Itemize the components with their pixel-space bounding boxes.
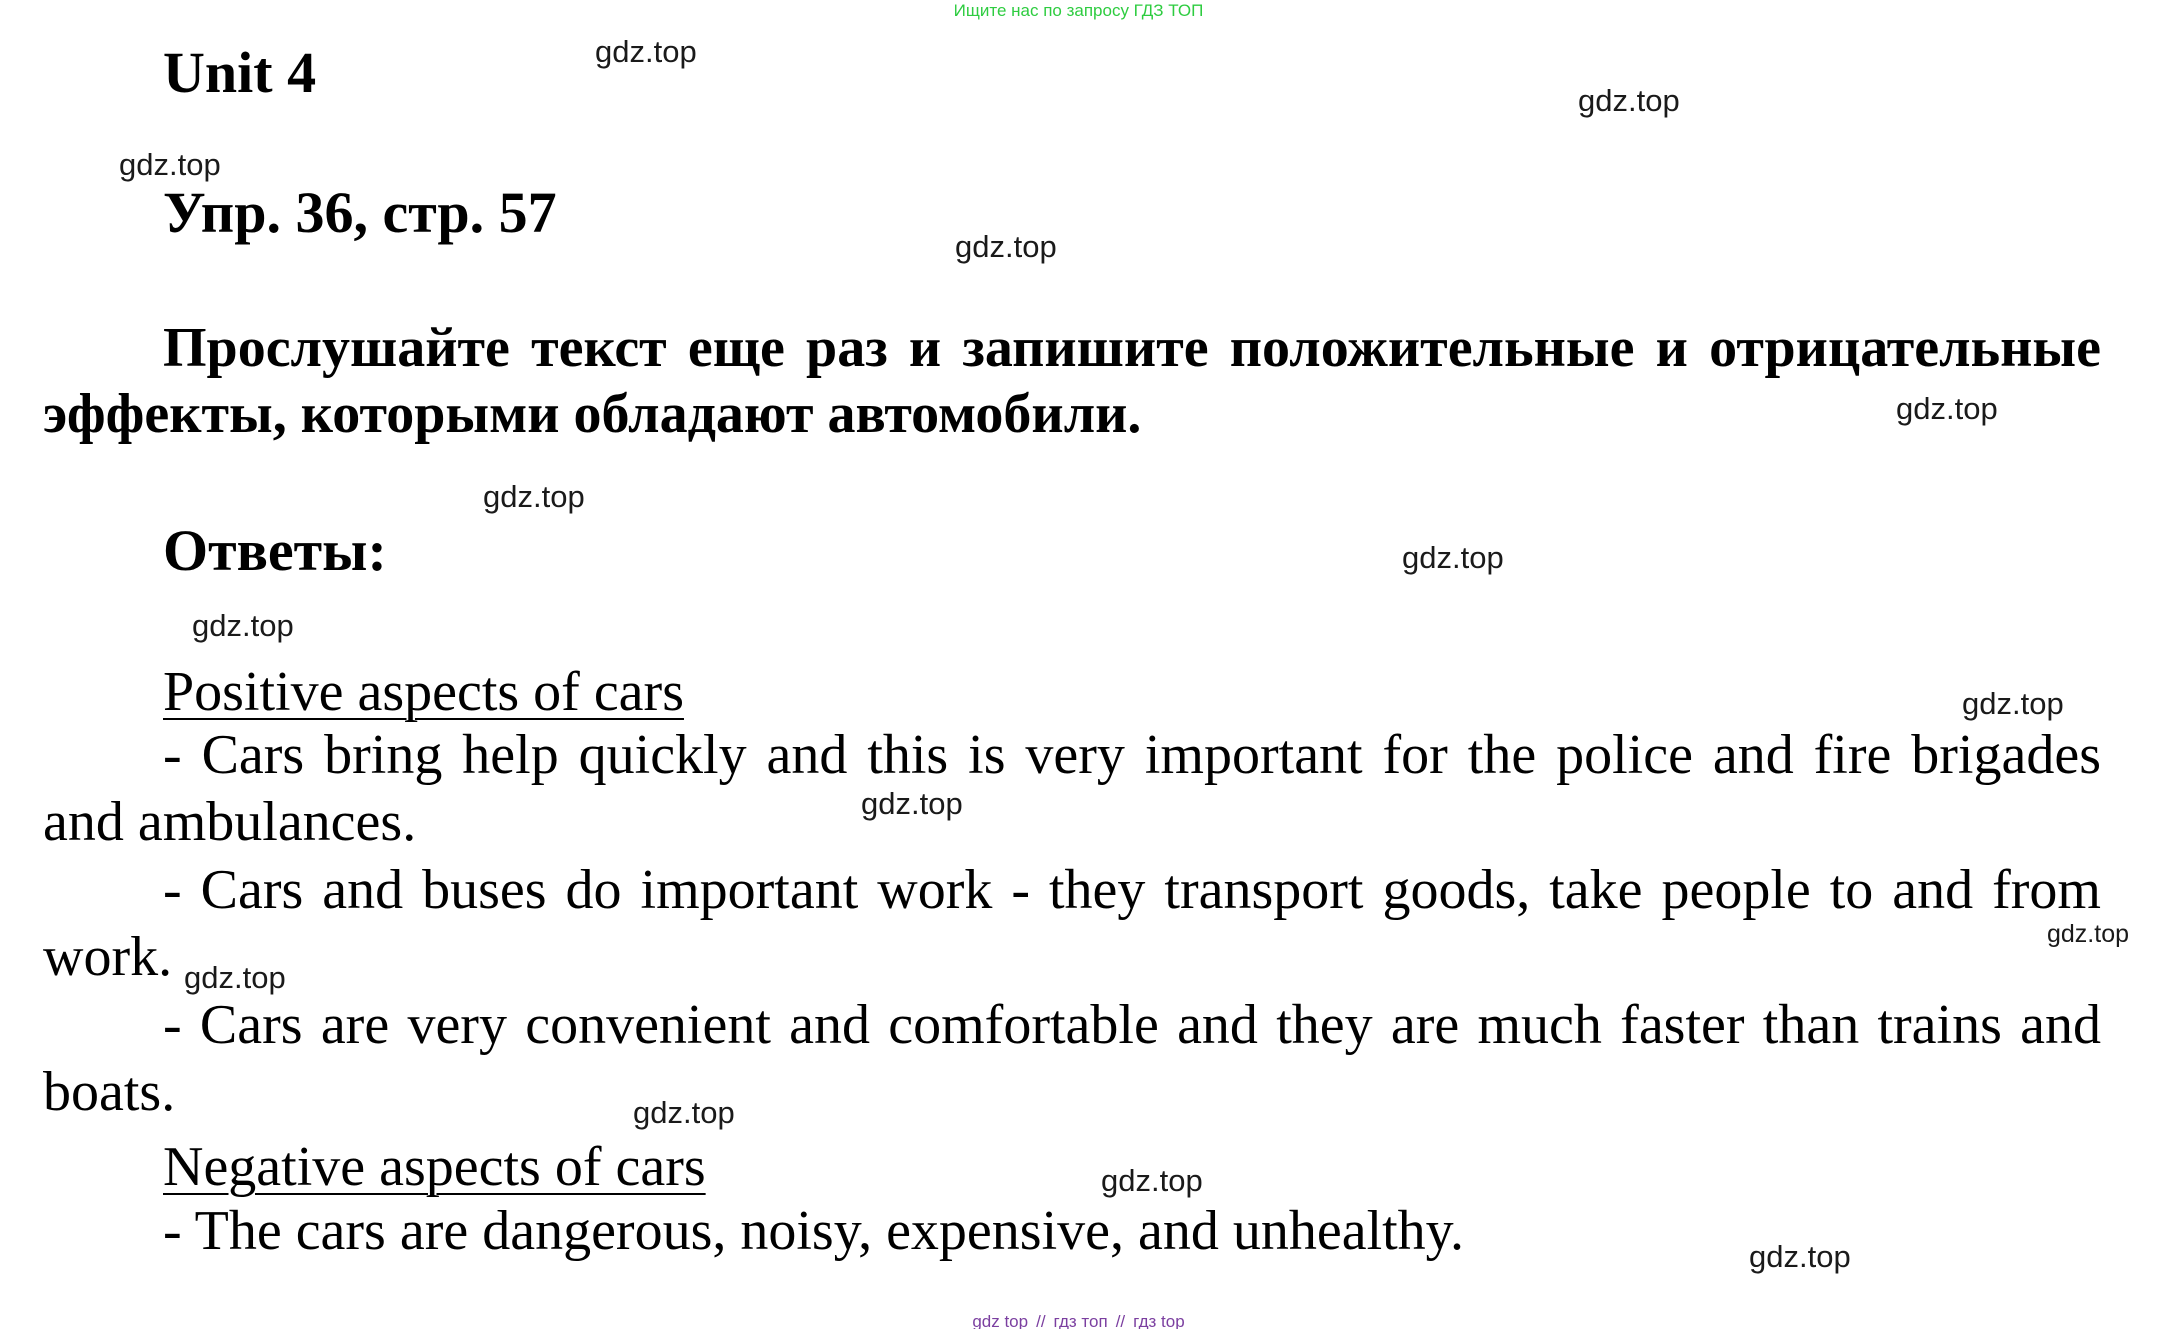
top-banner: Ищите нас по запросу ГДЗ ТОП	[953, 1, 1204, 20]
watermark: gdz.top	[1101, 1163, 1203, 1198]
watermark: gdz.top	[955, 229, 1057, 264]
watermark: gdz.top	[2047, 920, 2130, 948]
watermark: gdz.top	[633, 1095, 735, 1130]
watermark: gdz.top	[192, 608, 294, 643]
watermark: gdz.top	[483, 479, 585, 514]
watermark: gdz.top	[861, 786, 963, 821]
positive-item-3: - Cars are very convenient and comfortable and they are much faster than trains and boats.	[43, 994, 2101, 1123]
watermark: gdz.top	[1962, 686, 2064, 721]
bottom-banner-part-2: гдз топ	[1053, 1312, 1108, 1329]
watermark: gdz.top	[1896, 391, 1998, 426]
answers-label: Ответы:	[163, 518, 387, 583]
watermark: gdz.top	[184, 960, 286, 995]
negative-item-1: - The cars are dangerous, noisy, expensive, and unhealthy.	[163, 1200, 1465, 1262]
positive-item-2: - Cars and buses do important work - they transport goods, take people to and from work.	[43, 859, 2101, 988]
watermark: gdz.top	[1402, 540, 1504, 575]
positive-item-1: - Cars bring help quickly and this is very important for the police and fire brigades and ambulances.	[43, 724, 2101, 853]
bottom-banner	[0, 1313, 2157, 1329]
watermark: gdz.top	[1749, 1239, 1851, 1274]
bottom-banner-separator: //	[1036, 1312, 1046, 1329]
watermark: gdz.top	[119, 147, 221, 182]
negative-aspects-heading: Negative aspects of cars	[163, 1136, 706, 1198]
watermark: gdz.top	[1578, 83, 1680, 118]
bottom-banner-part-1: gdz top	[972, 1312, 1029, 1329]
exercise-reference: Упр. 36, стр. 57	[163, 180, 557, 245]
unit-title: Unit 4	[163, 40, 317, 105]
positive-aspects-heading: Positive aspects of cars	[163, 661, 684, 723]
watermark: gdz.top	[595, 34, 697, 69]
bottom-banner-separator: //	[1115, 1312, 1126, 1329]
bottom-banner-part-3: гдз top	[1133, 1312, 1185, 1329]
task-instruction: Прослушайте текст еще раз и запишите положительные и отрицательные эффекты, которыми обладают автомобили.	[43, 317, 2101, 445]
